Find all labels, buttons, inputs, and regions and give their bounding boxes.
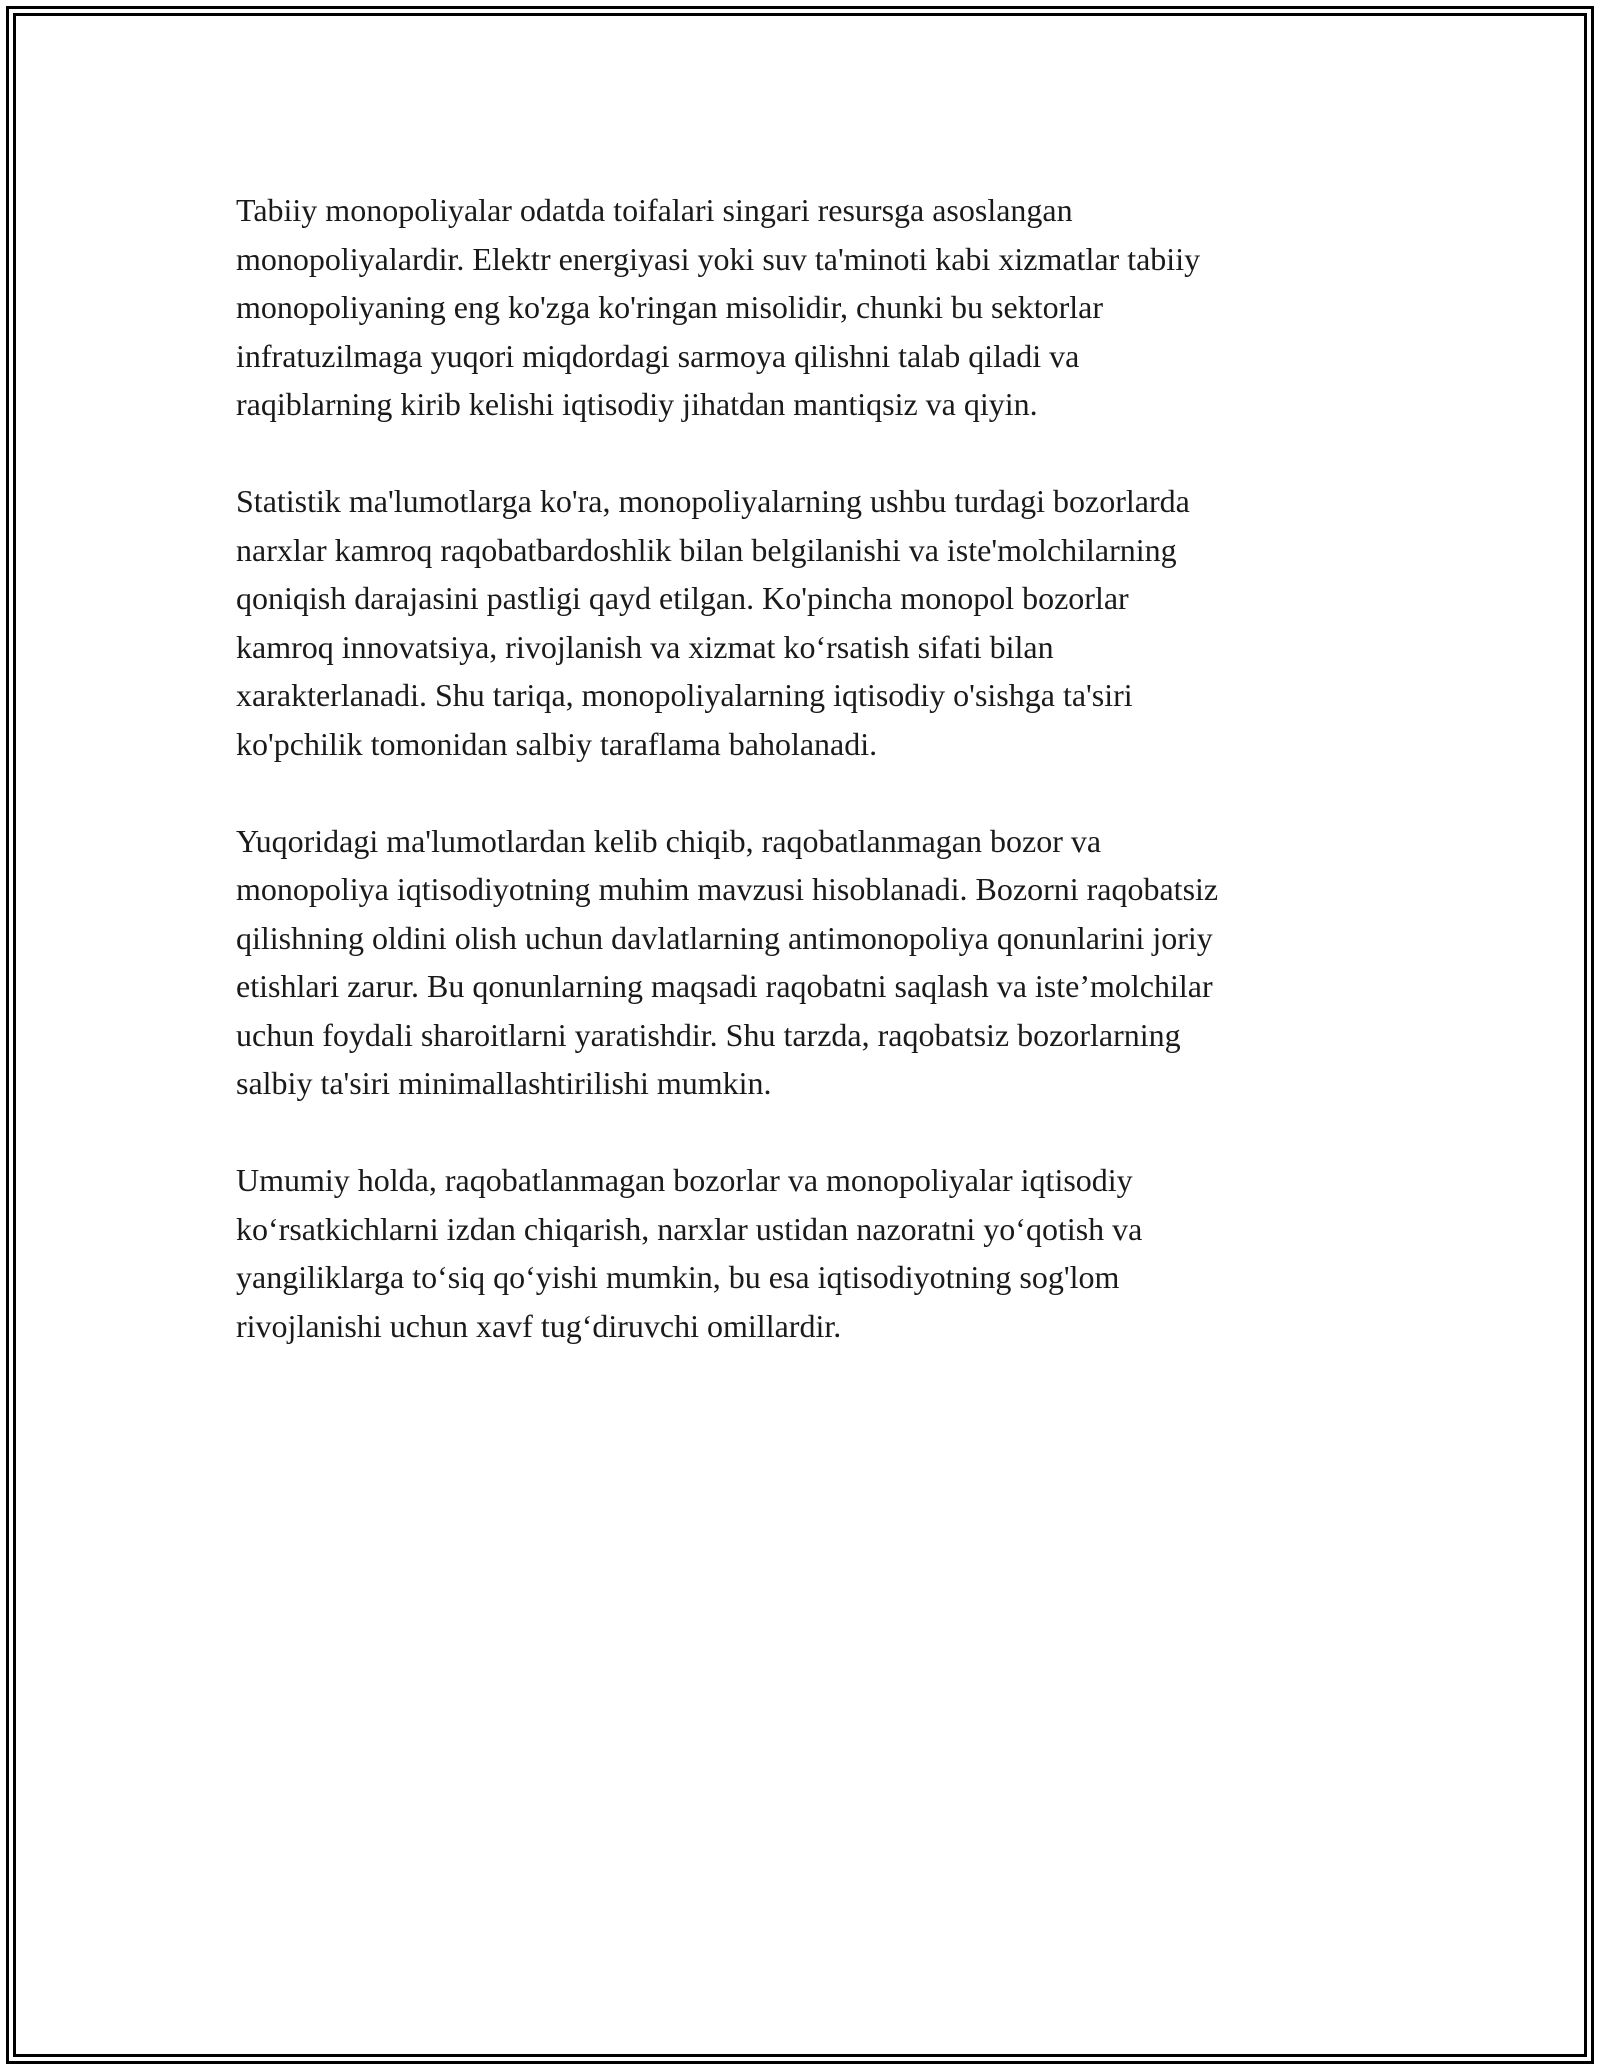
text-line: raqiblarning kirib kelishi iqtisodiy jihatdan mantiqsiz va qiyin. <box>236 386 1038 422</box>
text-line: infratuzilmaga yuqori miqdordagi sarmoya qilishni talab qiladi va <box>236 337 1080 374</box>
text-line: salbiy ta'siri minimallashtirilishi mumkin. <box>236 1065 772 1101</box>
text-line: Tabiiy monopoliyalar odatda toifalari singari resursga asoslangan <box>236 192 1073 228</box>
text-line: monopoliya iqtisodiyotning muhim mavzusi hisoblanadi. Bozorni raqobatsiz <box>236 871 1219 907</box>
paragraph-2 <box>236 477 1386 768</box>
text-line: kamroq innovatsiya, rivojlanish va xizmat ko‘rsatish sifati bilan <box>236 628 1054 665</box>
text-line: Umumiy holda, raqobatlanmagan bozorlar va monopoliyalar iqtisodiy <box>236 1162 1133 1198</box>
text-line: rivojlanishi uchun xavf tug‘diruvchi omillardir. <box>236 1307 842 1344</box>
text-line: Statistik ma'lumotlarga ko'ra, monopoliyalarning ushbu turdagi bozorlarda <box>236 483 1190 519</box>
document-body <box>236 186 1386 1399</box>
text-line: monopoliyaning eng ko'zga ko'ringan misolidir, chunki bu sektorlar <box>236 289 1103 325</box>
text-line: narxlar kamroq raqobatbardoshlik bilan belgilanishi va iste'molchilarning <box>236 531 1177 568</box>
text-line: yangiliklarga to‘siq qo‘yishi mumkin, bu esa iqtisodiyotning sog'lom <box>236 1259 1120 1295</box>
paragraph-1 <box>236 186 1386 429</box>
text-line: monopoliyalardir. Elektr energiyasi yoki suv ta'minoti kabi xizmatlar tabiiy <box>236 240 1201 277</box>
text-line: ko'pchilik tomonidan salbiy taraflama baholanadi. <box>236 725 878 762</box>
text-line: ko‘rsatkichlarni izdan chiqarish, narxlar ustidan nazoratni yo‘qotish va <box>236 1210 1143 1247</box>
paragraph-4 <box>236 1156 1386 1350</box>
text-line: uchun foydali sharoitlarni yaratishdir. Shu tarzda, raqobatsiz bozorlarning <box>236 1016 1181 1053</box>
text-line: xarakterlanadi. Shu tariqa, monopoliyalarning iqtisodiy o'sishga ta'siri <box>236 677 1133 713</box>
text-line: etishlari zarur. Bu qonunlarning maqsadi raqobatni saqlash va iste’molchilar <box>236 968 1213 1004</box>
text-line: Yuqoridagi ma'lumotlardan kelib chiqib, raqobatlanmagan bozor va <box>236 822 1102 859</box>
paragraph-3 <box>236 817 1386 1108</box>
text-line: qilishning oldini olish uchun davlatlarning antimonopoliya qonunlarini joriy <box>236 919 1213 956</box>
text-line: qoniqish darajasini pastligi qayd etilgan. Ko'pincha monopol bozorlar <box>236 580 1129 616</box>
